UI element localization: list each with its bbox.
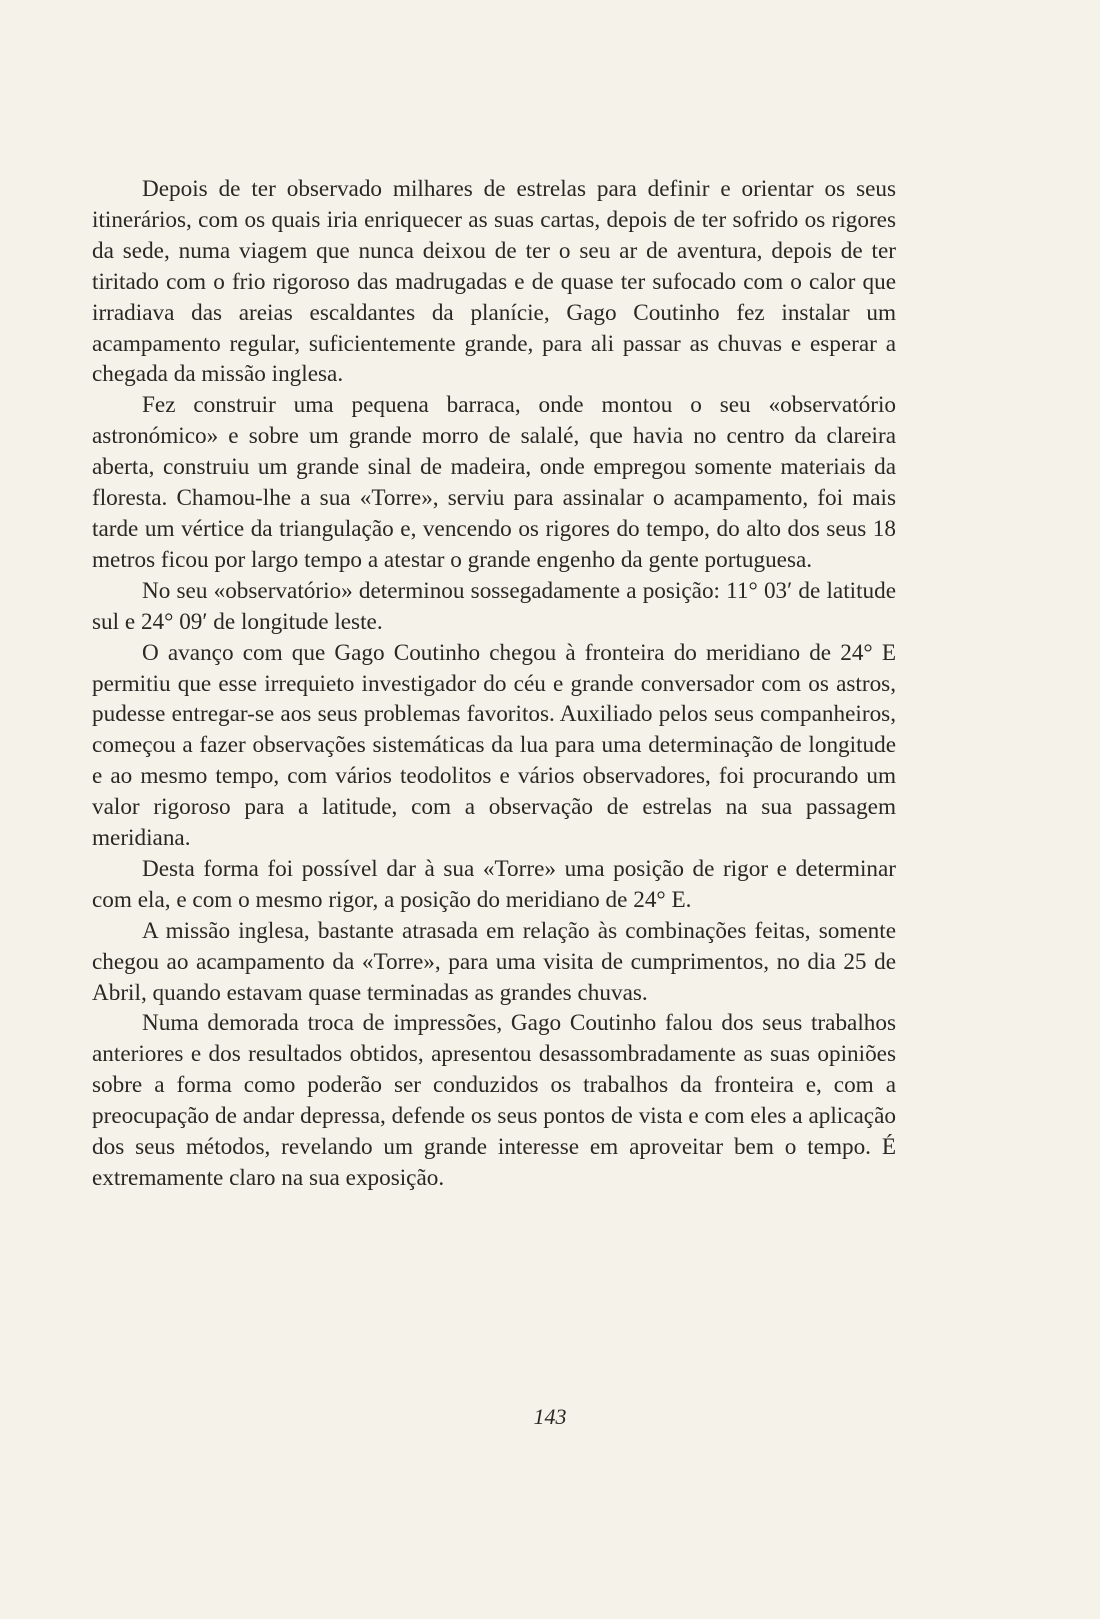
paragraph: O avanço com que Gago Coutinho chegou à fronteira do meridiano de 24° E permitiu que esse irrequieto investigador do céu e grande conversador com os astros, pudesse entregar-se aos seus problemas favoritos. Auxiliado pelos seus companheiros, começou a fazer observações sistemáticas da lua para uma determinação de longitude e ao mesmo tempo, com vários teodolitos e vários observadores, foi procurando um valor rigoroso para a latitude, com a observação de estrelas na sua passagem meridiana. [92,639,896,852]
body-text [92,174,896,1194]
paragraph: No seu «observatório» determinou sossegadamente a posição: 11° 03′ de latitude sul e 24° 09′ de longitude leste. [92,577,896,635]
paragraph: A missão inglesa, bastante atrasada em relação às combinações feitas, somente chegou ao acampamento da «Torre», para uma visita de cumprimentos, no dia 25 de Abril, quando estavam quase terminadas as grandes chuvas. [92,917,896,1006]
paragraph: Numa demorada troca de impressões, Gago Coutinho falou dos seus trabalhos anteriores e dos resultados obtidos, apresentou desassombradamente as suas opiniões sobre a forma como poderão ser conduzidos os trabalhos da fronteira e, com a preocupação de andar depressa, defende os seus pontos de vista e com eles a aplicação dos seus métodos, revelando um grande interesse em aproveitar bem o tempo. É extremamente claro na sua exposição. [92,1010,896,1191]
paragraph: Desta forma foi possível dar à sua «Torre» uma posição de rigor e determinar com ela, e com o mesmo rigor, a posição do meridiano de 24° E. [92,855,896,913]
page-number: 143 [533,1404,567,1429]
paragraph: Depois de ter observado milhares de estrelas para definir e orientar os seus itinerários, com os quais iria enriquecer as suas cartas, depois de ter sofrido os rigores da sede, numa viagem que nunca deixou de ter o seu ar de aventura, depois de ter tiritado com o frio rigoroso das madrugadas e de quase ter sufocado com o calor que irradiava das areias escaldantes da planície, Gago Coutinho fez instalar um acampamento regular, suficientemente grande, para ali passar as chuvas e esperar a chegada da missão inglesa. [92,176,896,388]
paragraph: Fez construir uma pequena barraca, onde montou o seu «observatório astronómico» e sobre um grande morro de salalé, que havia no centro da clareira aberta, construiu um grande sinal de madeira, onde empregou somente materiais da floresta. Chamou-lhe a sua «Torre», serviu para assinalar o acampamento, foi mais tarde um vértice da triangulação e, vencendo os rigores do tempo, do alto dos seus 18 metros ficou por largo tempo a atestar o grande engenho da gente portuguesa. [92,392,896,573]
